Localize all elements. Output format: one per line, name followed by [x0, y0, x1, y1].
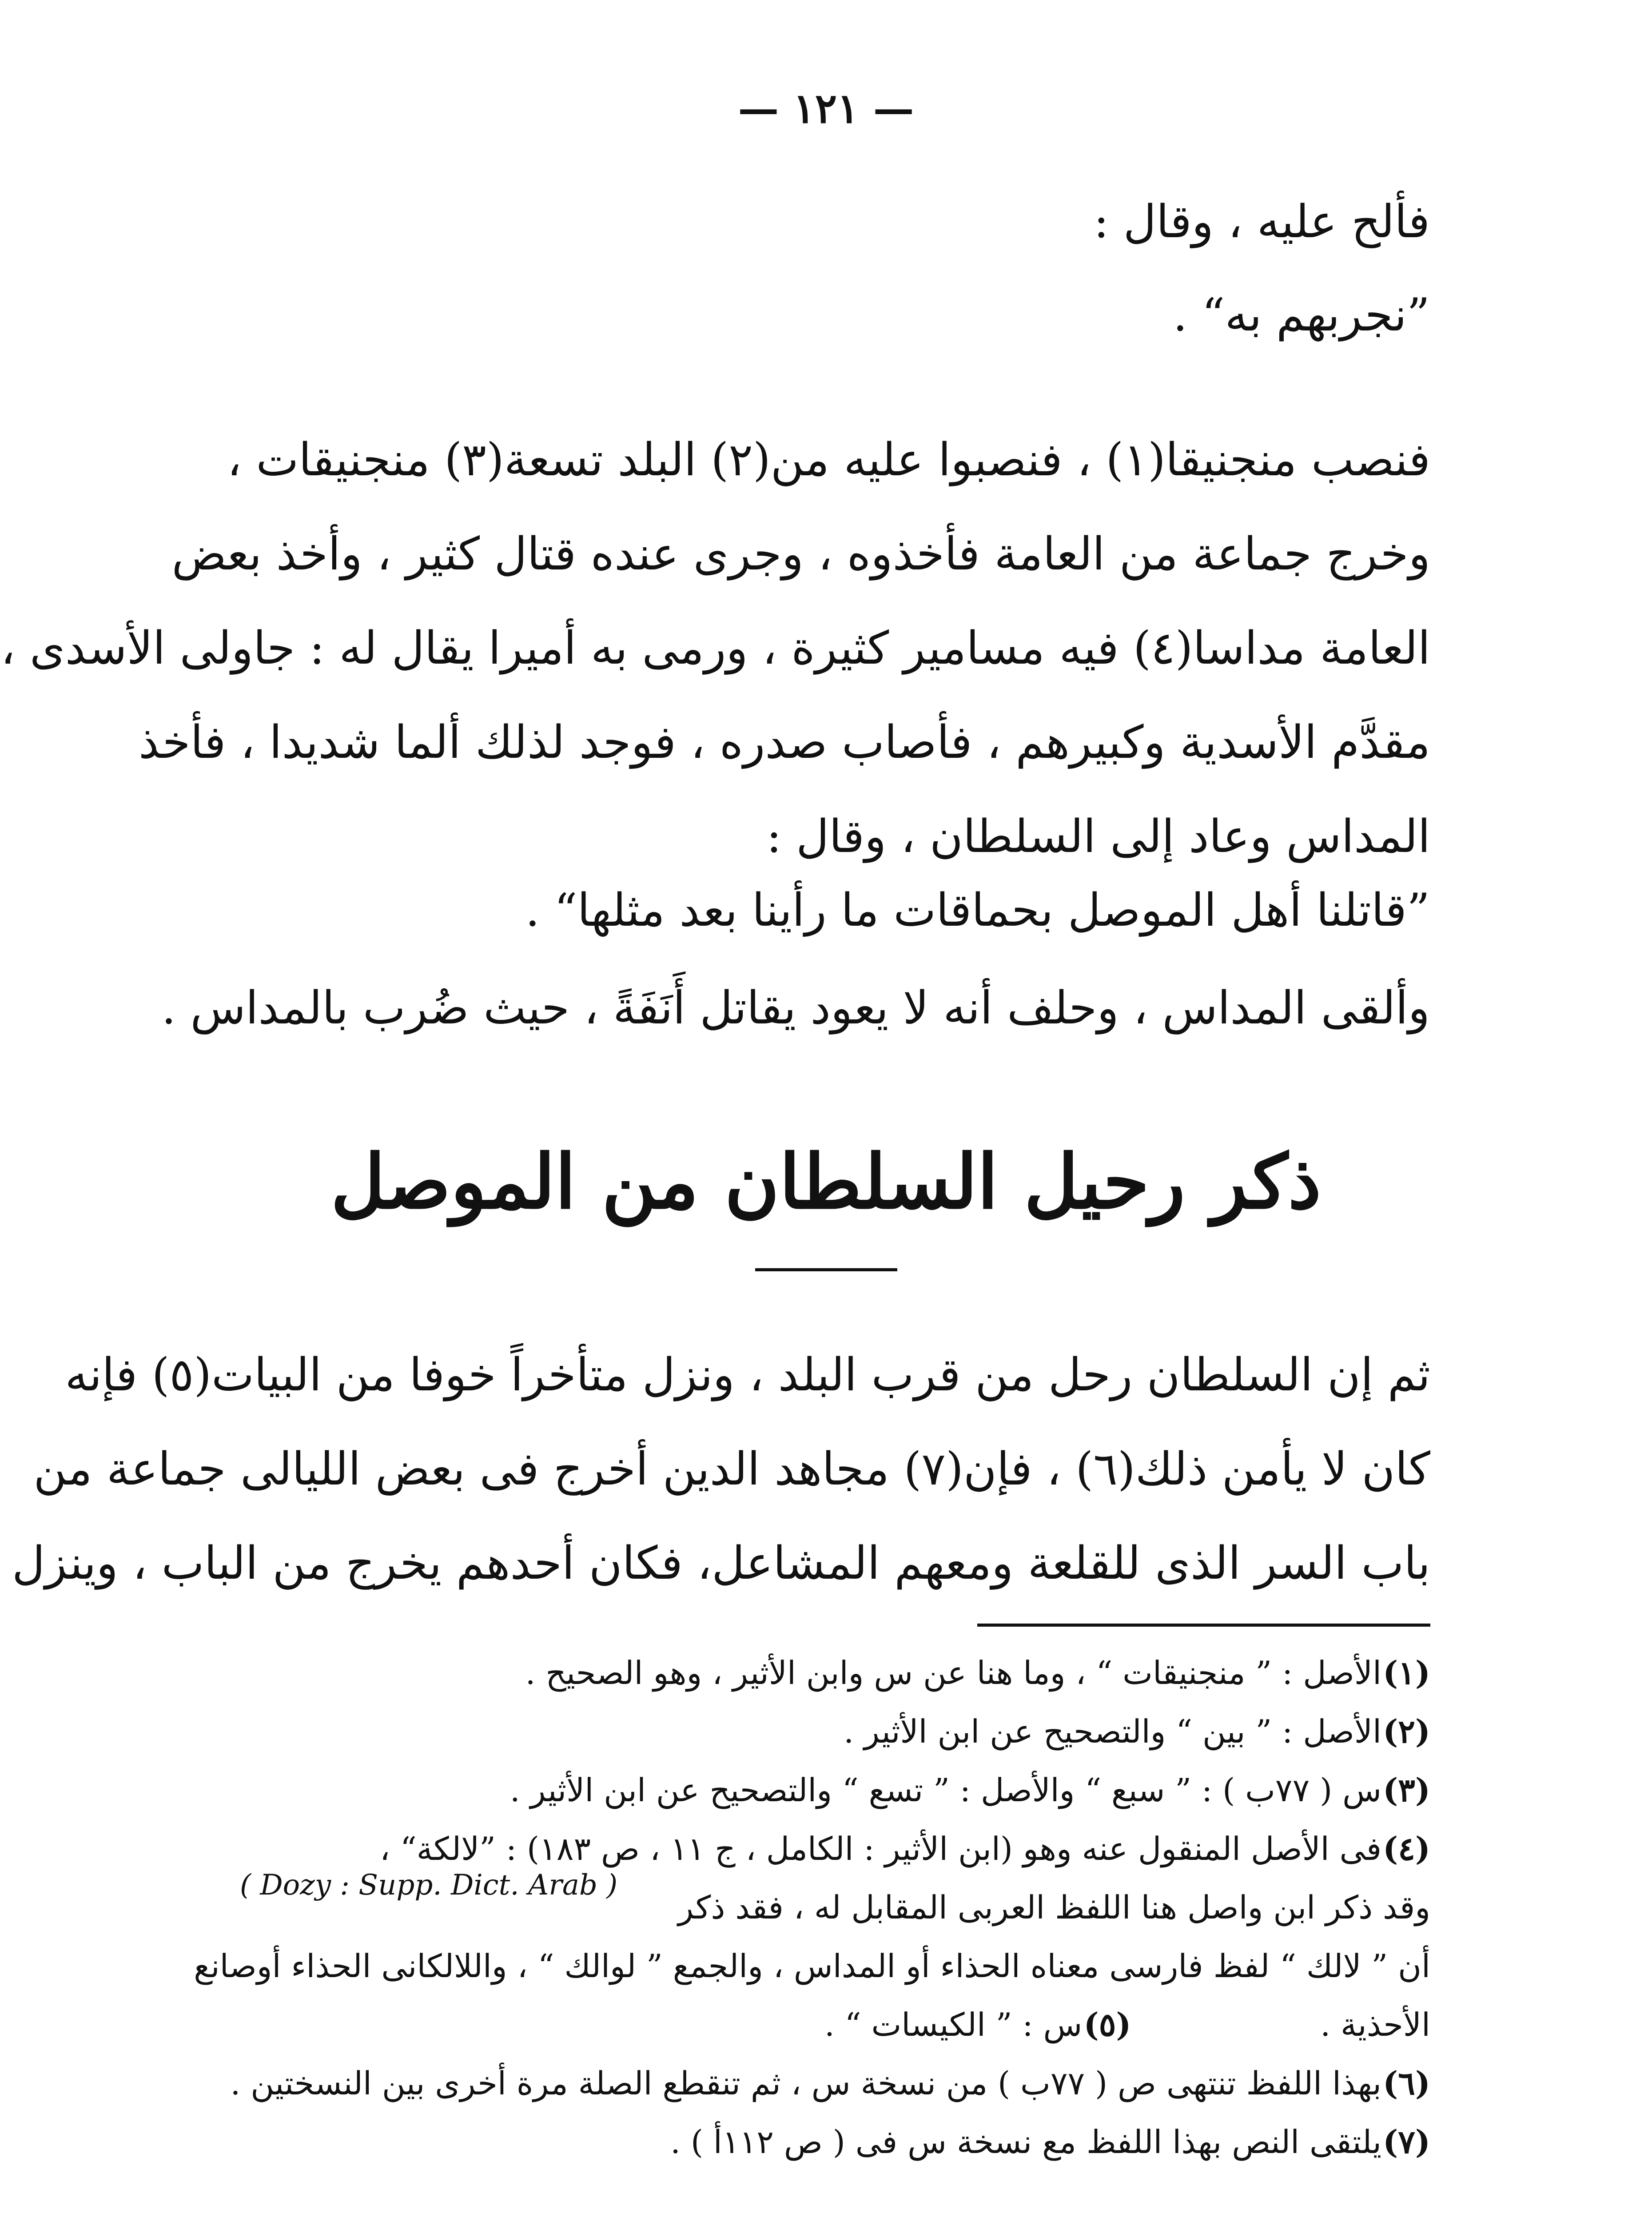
paragraph-1-line: مقدَّم الأسدية وكبيرهم ، فأصاب صدره ، فوجد لذلك ألما شديدا ، فأخذ — [139, 716, 1430, 769]
footnote-text: الأصل : ” منجنيقات “ ، وما هنا عن س وابن الأثير ، وهو الصحيح . — [525, 1654, 1381, 1692]
footnote-text: أن ” لالك “ لفظ فارسى معناه الحذاء أو المداس ، والجمع ” لوالك “ ، واللالكانى الحذاء أوصانع — [194, 1947, 1430, 1985]
footnote-text: س ( ٧٧ب ) : ” سبع “ والأصل : ” تسع “ والتصحيح عن ابن الأثير . — [510, 1771, 1381, 1809]
footnote — [240, 1644, 1430, 1702]
footnote-text: الأصل : ” بين “ والتصحيح عن ابن الأثير . — [844, 1713, 1381, 1750]
footnote-continuation — [194, 1937, 1430, 1995]
footnote-number: (٤) — [1383, 1830, 1430, 1867]
footnote-number: (١) — [1383, 1654, 1430, 1692]
paragraph-2-line: باب السر الذى للقلعة ومعهم المشاعل، فكان أحدهم يخرج من الباب ، وينزل — [12, 1537, 1430, 1590]
paragraph-2-line: ثم إن السلطان رحل من قرب البلد ، ونزل متأخراً خوفا من البيات(٥) فإنه — [65, 1349, 1430, 1401]
footnote — [240, 1761, 1430, 1819]
paragraph-2 — [12, 1328, 1430, 1611]
footnote-dozy-reference: ( Dozy : Supp. Dict. Arab ) — [240, 1869, 618, 1902]
footnote-text: يلتقى النص بهذا اللفظ مع نسخة س فى ( ص ١١٢أ ) . — [670, 2123, 1381, 2161]
footnote — [230, 2054, 1430, 2113]
footnote-text: وقد ذكر ابن واصل هنا اللفظ العربى المقابل له ، فقد ذكر — [678, 1889, 1430, 1926]
section-heading: ذكر رحيل السلطان من الموصل — [330, 1138, 1322, 1226]
footnote-number: (٦) — [1383, 2064, 1430, 2102]
footnote-continuation — [240, 1869, 1430, 1937]
paragraph-1 — [0, 413, 1430, 884]
quote-1: ”نجربهم به“ . — [1173, 289, 1430, 342]
footnote — [240, 2113, 1430, 2171]
footnote-continuation — [240, 1995, 1430, 2054]
paragraph-1-line: وخرج جماعة من العامة فأخذوه ، وجرى عنده قتال كثير ، وأخذ بعض — [171, 528, 1430, 581]
footnote-text: الأحذية . — [1320, 2006, 1430, 2043]
footnote-text: س : ” الكيسات “ . — [824, 2006, 1083, 2043]
line-after-quote: وألقى المداس ، وحلف أنه لا يعود يقاتل أَنَفَةً ، حيث ضُرب بالمداس . — [161, 982, 1430, 1035]
footnote-number: (٢) — [1383, 1712, 1430, 1750]
footnote-text: فى الأصل المنقول عنه وهو (ابن الأثير : الكامل ، ج ١١ ، ص ١٨٣) : ”لالكة“ ، — [379, 1830, 1381, 1867]
footnote — [240, 1702, 1430, 1761]
quote-2: ”قاتلنا أهل الموصل بحماقات ما رأينا بعد مثلها“ . — [525, 884, 1430, 937]
paragraph-1-line: المداس وعاد إلى السلطان ، وقال : — [766, 810, 1430, 863]
paragraph-1-line: فنصب منجنيقا(١) ، فنصبوا عليه من(٢) البلد تسعة(٣) منجنيقات ، — [227, 434, 1430, 486]
paragraph-2-line: كان لا يأمن ذلك(٦) ، فإن(٧) مجاهد الدين أخرج فى بعض الليالى جماعة من — [33, 1443, 1430, 1496]
heading-divider — [755, 1268, 897, 1271]
footnote-divider — [977, 1624, 1430, 1627]
page-number: — ١٢١ — — [738, 84, 914, 132]
paragraph-1-line: العامة مداسا(٤) فيه مسامير كثيرة ، ورمى به أميرا يقال له : جاولى الأسدى ، — [0, 622, 1430, 675]
footnote-number: (٧) — [1383, 2123, 1430, 2161]
footnotes — [194, 1644, 1430, 2171]
footnote-number: (٣) — [1383, 1771, 1430, 1809]
footnote-number: (٥) — [1083, 2006, 1131, 2043]
intro-line: فألح عليه ، وقال : — [1093, 195, 1430, 248]
footnote-text: بهذا اللفظ تنتهى ص ( ٧٧ب ) من نسخة س ، ثم تنقطع الصلة مرة أخرى بين النسختين . — [230, 2065, 1381, 2102]
